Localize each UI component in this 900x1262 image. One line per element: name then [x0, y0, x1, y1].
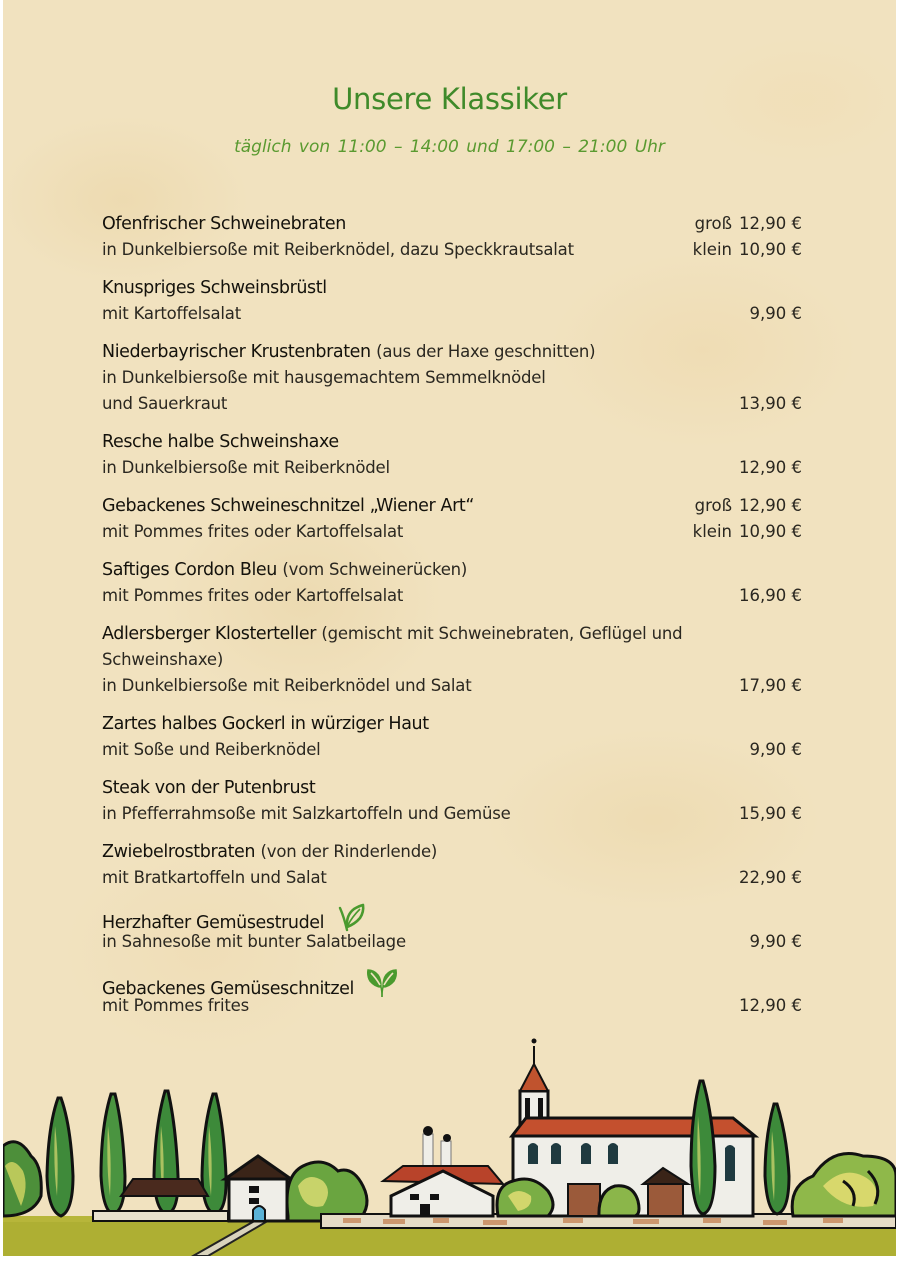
dish-note-continued: Schweinshaxe): [102, 650, 224, 669]
price-value: 12,90 €: [739, 214, 802, 233]
menu-item: [102, 339, 802, 417]
menu-item: [102, 711, 802, 763]
page-title: Unsere Klassiker: [332, 82, 567, 116]
dish-description: in Dunkelbiersoße mit Reiberknödel, dazu Speckkrautsalat: [102, 240, 574, 259]
monastery-village-landscape-icon: [3, 1016, 896, 1256]
price-large: [695, 211, 802, 237]
menu-list: [102, 211, 802, 1031]
price-value: 9,90 €: [749, 740, 802, 759]
dish-note: (vom Schweinerücken): [282, 560, 468, 579]
size-label: groß: [694, 214, 733, 233]
price-value: 9,90 €: [749, 304, 802, 323]
dish-name: Saftiges Cordon Bleu: [102, 560, 277, 580]
price-small: [693, 237, 802, 263]
menu-item: [102, 903, 802, 955]
menu-item: [102, 775, 802, 827]
size-label: klein: [692, 522, 733, 541]
price-value: 15,90 €: [739, 804, 802, 823]
dish-description: in Dunkelbiersoße mit Reiberknödel und Salat: [102, 676, 472, 695]
dish-description: mit Pommes frites: [102, 996, 249, 1015]
price-value: 10,90 €: [739, 522, 802, 541]
price-value: 10,90 €: [739, 240, 802, 259]
dish-name: Zwiebelrostbraten: [102, 842, 256, 862]
dish-name: Steak von der Putenbrust: [102, 778, 316, 798]
menu-item: [102, 429, 802, 481]
dish-description: in Dunkelbiersoße mit Reiberknödel: [102, 458, 390, 477]
dish-note: (von der Rinderlende): [260, 842, 438, 861]
menu-item: [102, 211, 802, 263]
size-label: groß: [694, 496, 733, 515]
menu-item: [102, 967, 802, 1019]
price-value: 12,90 €: [739, 996, 802, 1015]
opening-hours: täglich von 11:00 – 14:00 und 17:00 – 21:00 Uhr: [234, 137, 665, 157]
dish-name: Gebackenes Schweineschnitzel „Wiener Art“: [102, 496, 475, 516]
dish-description: mit Bratkartoffeln und Salat: [102, 868, 327, 887]
vegan-double-leaf-icon: [365, 967, 399, 1007]
dish-name: Resche halbe Schweinshaxe: [102, 432, 339, 452]
price-value: 12,90 €: [739, 496, 802, 515]
dish-description: mit Kartoffelsalat: [102, 304, 241, 323]
price-value: 22,90 €: [739, 868, 802, 887]
dish-name: Adlersberger Klosterteller: [102, 624, 317, 644]
size-label: klein: [692, 240, 733, 259]
dish-description: in Dunkelbiersoße mit hausgemachtem Semmelknödel: [102, 368, 546, 387]
price-value: 12,90 €: [739, 458, 802, 477]
dish-description: mit Pommes frites oder Kartoffelsalat: [102, 586, 404, 605]
menu-item: [102, 621, 802, 699]
dish-name: Zartes halbes Gockerl in würziger Haut: [102, 714, 429, 734]
price-value: 13,90 €: [739, 394, 802, 413]
dish-name: Gebackenes Gemüseschnitzel: [102, 979, 355, 999]
menu-item: [102, 557, 802, 609]
dish-description: in Pfefferrahmsoße mit Salzkartoffeln und Gemüse: [102, 804, 511, 823]
menu-item: [102, 839, 802, 891]
dish-description: mit Soße und Reiberknödel: [102, 740, 321, 759]
dish-description: mit Pommes frites oder Kartoffelsalat: [102, 522, 404, 541]
dish-description: in Sahnesoße mit bunter Salatbeilage: [102, 932, 406, 951]
menu-item: [102, 493, 802, 545]
menu-item: [102, 275, 802, 327]
price-value: 9,90 €: [749, 932, 802, 951]
dish-name: Niederbayrischer Krustenbraten: [102, 342, 371, 362]
price-value: 17,90 €: [739, 676, 802, 695]
dish-name: Knuspriges Schweinsbrüstl: [102, 278, 327, 298]
dish-description: und Sauerkraut: [102, 394, 228, 413]
price-small: [693, 519, 802, 545]
dish-name: Ofenfrischer Schweinebraten: [102, 214, 346, 234]
menu-page: [3, 0, 896, 1256]
dish-note: (aus der Haxe geschnitten): [376, 342, 596, 361]
price-large: [695, 493, 802, 519]
price-value: 16,90 €: [739, 586, 802, 605]
dish-name: Herzhafter Gemüsestrudel: [102, 913, 325, 933]
dish-note: (gemischt mit Schweinebraten, Geflügel und: [321, 624, 683, 643]
